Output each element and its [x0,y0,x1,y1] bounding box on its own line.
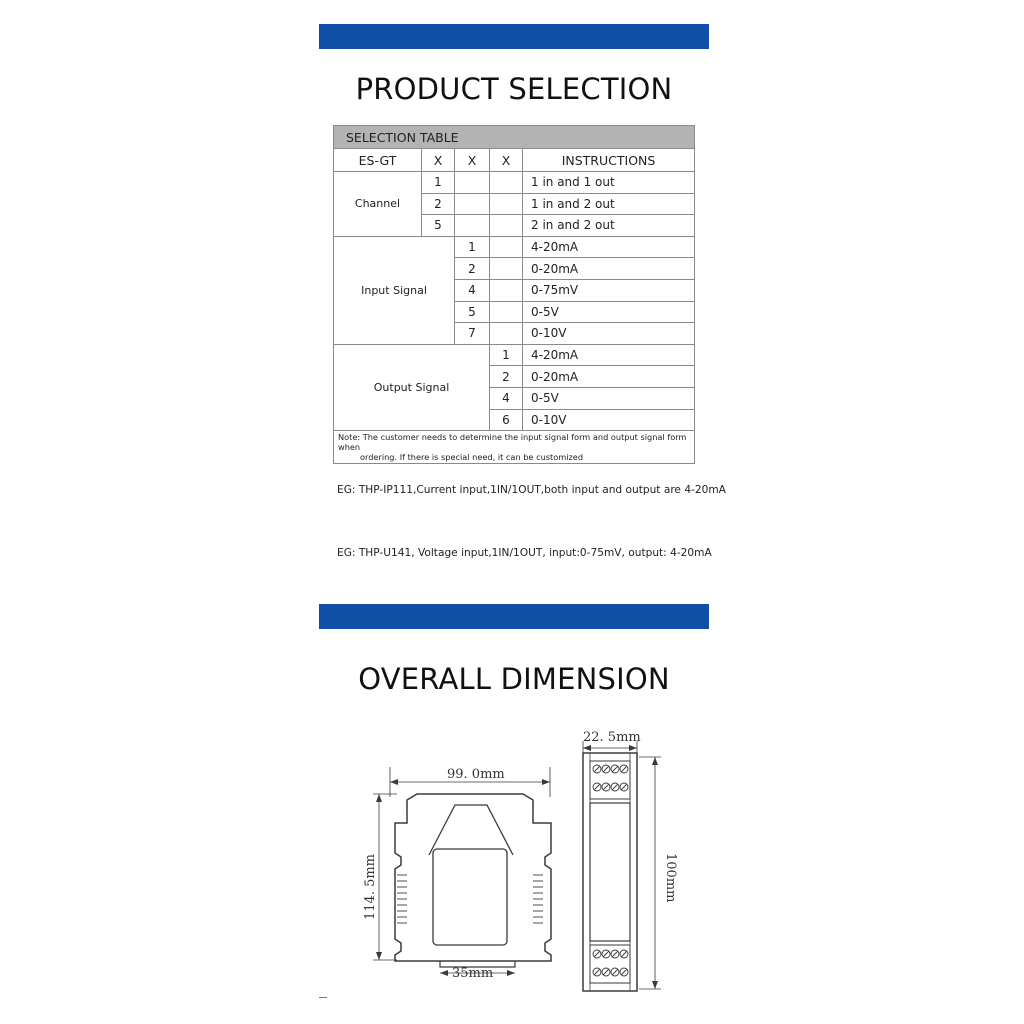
channel-code: 2 [422,193,455,215]
header-instructions: INSTRUCTIONS [523,149,695,172]
input-desc: 0-10V [523,323,695,345]
input-code: 1 [455,236,490,258]
output-desc: 0-20mA [523,366,695,388]
section-header-bar-top [319,24,709,49]
note-line-2: ordering. If there is special need, it can be customized [360,452,584,463]
model-prefix: ES-GT [334,149,422,172]
input-code: 5 [455,301,490,323]
example-2: EG: THP-U141, Voltage input,1IN/1OUT, input:0-75mV, output: 4-20mA [337,547,712,559]
input-desc: 0-20mA [523,258,695,280]
side-height-dimension-label: 100mm [663,853,678,903]
section-header-bar-bottom [319,604,709,629]
output-desc: 4-20mA [523,344,695,366]
table-row [334,172,695,194]
width-dimension-label: 99. 0mm [447,767,505,782]
header-x-input: X [455,149,490,172]
output-code: 2 [490,366,523,388]
channel-code: 5 [422,215,455,237]
selection-table-caption: SELECTION TABLE [334,126,695,149]
input-desc: 0-75mV [523,279,695,301]
product-selection-title: PRODUCT SELECTION [355,72,673,106]
input-code: 7 [455,323,490,345]
channel-code: 1 [422,172,455,194]
output-group-label: Output Signal [334,344,490,430]
table-header-row [334,149,695,172]
table-row [334,344,695,366]
input-desc: 0-5V [523,301,695,323]
input-code: 2 [455,258,490,280]
channel-group-label: Channel [334,172,422,237]
note-line-1: Note: The customer needs to determine the input signal form and output signal form when [338,432,687,453]
header-x-channel: X [422,149,455,172]
height-dimension-label: 114. 5mm [363,853,378,920]
dimension-drawing [355,725,678,1000]
input-desc: 4-20mA [523,236,695,258]
channel-desc: 1 in and 1 out [523,172,695,194]
output-code: 4 [490,387,523,409]
input-group-label: Input Signal [334,236,455,344]
example-1: EG: THP-IP111,Current input,1IN/1OUT,both input and output are 4-20mA [337,484,726,496]
channel-desc: 1 in and 2 out [523,193,695,215]
table-note [334,431,695,464]
output-code: 6 [490,409,523,431]
overall-dimension-title: OVERALL DIMENSION [358,662,670,696]
header-x-output: X [490,149,523,172]
channel-desc: 2 in and 2 out [523,215,695,237]
output-desc: 0-10V [523,409,695,431]
rail-dimension-label: 35mm [452,966,494,981]
output-code: 1 [490,344,523,366]
output-desc: 0-5V [523,387,695,409]
input-code: 4 [455,279,490,301]
side-width-dimension-label: 22. 5mm [583,730,641,745]
table-row [334,236,695,258]
page-marker [319,997,327,998]
selection-table [333,125,695,464]
